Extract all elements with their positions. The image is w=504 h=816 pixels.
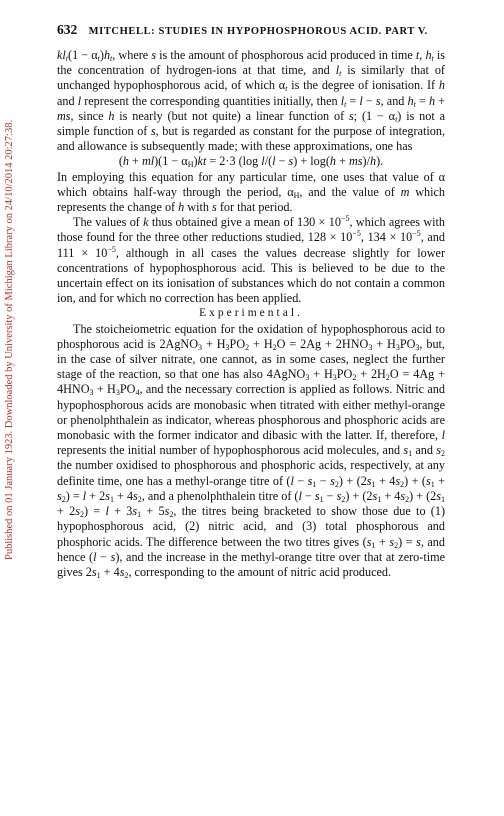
paragraph: In employing this equation for any particular time, one uses that value of α which obtains half-way through the period, $\alpha_H$, and the value of m which represents the change of h with s for that period. bbox=[57, 169, 445, 215]
running-header bbox=[57, 22, 457, 38]
download-watermark: Published on 01 January 1923. Downloaded by University of Michigan Library on 24/10/2014 20:27:38. bbox=[4, 119, 15, 561]
paragraph: $kl_t(1 - \alpha_t)h_t$, where s is the amount of phosphorous acid produced in time t, $h_t$ is the concentration of hydrogen-ions at that time, and $l_t$ is similarly that of unchanged hypophosphorous acid, of which $\alpha_t$ is the degree of ionisation. If h and l represent the corresponding quantities initially, then $l_t = l - s$, and $h_t = h$ + ms, since h is nearly (but not quite) a linear function of s; $(1 - \alpha_t)$ is not a simple function of s, but is regarded as constant for the purpose of integration, and allowance is subsequently made; with these approximations, one has bbox=[57, 48, 446, 154]
section-heading: Experimental. bbox=[199, 307, 303, 320]
running-title: MITCHELL: STUDIES IN HYPOPHOSPHOROUS ACID. PART V. bbox=[88, 26, 428, 37]
paragraph: The values of k thus obtained give a mean of $130 \times 10^{-5}$, which agrees with those found for the three other reductions studied, $128 \times 10^{-5}$, $134 \times 10^{-5}$, and $111 \times 10^{-5}$, although in all cases the values decrease slightly for lower concentrations of hypophosphorous acid. This is believed to be due to the uncertain effect on its ionisation of substances which do not contain a common ion, and for which no correction has been applied. bbox=[57, 214, 446, 306]
page-number: 632 bbox=[57, 22, 78, 37]
paragraph: The stoicheiometric equation for the oxidation of hypophosphorous acid to phosphorous acid is 2AgNO$_3$ + $H_3PO_2 + H_2O = 2Ag + 2HNO_3 + H_3PO_3$, but, in the case of silver nitrate, one cannot, as in some cases, neglect the further stage of the reaction, so that one has also 4AgNO$_3$ + $H_3PO_2 + 2H_2O = 4Ag + 4HNO_3 + H_3PO_4$, and the necessary correction is applied as follows. Nitric and hypophosphorous acids are monobasic when titrated with either methyl-orange or phenolphthalein as indicator, whereas phosphorous and phosphoric acids are monobasic with the former indicator and dibasic with the latter. If, therefore, l represents the initial number of hypophosphorous acid molecules, and $s_1$ and $s_2$ the number oxidised to phosphorous and phosphoric acids, respectively, at any definite time, one has a methyl-orange titre of $(l - s_1 - s_2) + (2s_1 + 4s_2) + (s_1 + s_2) = l + 2s_1 + 4s_2$, and a phenolphthalein titre of $(l - s_1 - s_2) + (2s_1 + 4s_2) + (2s_1 + 2s_2) = l + 3s_1 + 5s_2$, the titres being bracketed to show those due to (1) hypophosphorous acid, (2) nitric acid, and (3) total phosphorous and phosphoric acids. The difference between the two titres gives $(s_1 + s_2) = s$, and hence (l − s), and the increase in the methyl-orange titre over that at zero-time gives $2s_1 + 4s_2$, corresponding to the amount of nitric acid produced. bbox=[57, 321, 446, 580]
article-body bbox=[57, 48, 445, 580]
equation: $(h + ml)(1 - \alpha_H)kt = 2\cdot 3$ (log l/(l − s) + log(h + ms)/h). bbox=[118, 154, 384, 170]
